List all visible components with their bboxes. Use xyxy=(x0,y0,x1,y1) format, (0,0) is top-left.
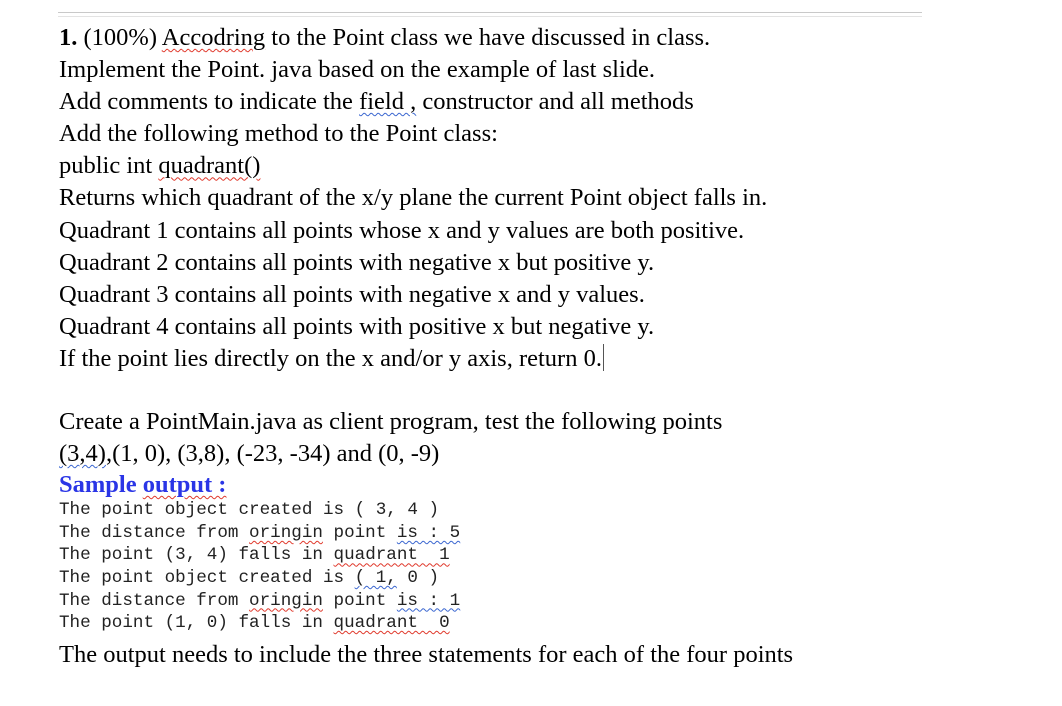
text-cursor xyxy=(603,344,604,371)
question-line-6: Returns which quadrant of the x/y plane the current Point object falls in. xyxy=(59,184,768,212)
output-row-4: The point object created is ( 1, 0 ) xyxy=(59,568,440,588)
question-line-11: If the point lies directly on the x and/or y axis, return 0. xyxy=(59,344,602,372)
misspelled-word[interactable]: output : xyxy=(142,471,227,499)
misspelled-word[interactable]: quadrant() xyxy=(158,152,261,180)
question-line-9: Quadrant 3 contains all points with negative x and y values. xyxy=(59,280,645,308)
grammar-flag[interactable]: field , xyxy=(359,88,417,116)
question-line-10: Quadrant 4 contains all points with positive x but negative y. xyxy=(59,312,655,340)
misspelled-word[interactable]: oringin xyxy=(249,590,323,611)
output-row-1: The point object created is ( 3, 4 ) xyxy=(59,500,440,521)
misspelled-word[interactable]: quadrant 1 xyxy=(333,545,450,566)
document-body xyxy=(59,22,1019,671)
question-weight: (100%) xyxy=(77,24,162,51)
sample-output-heading: Sample output : xyxy=(59,471,227,499)
question-line-8: Quadrant 2 contains all points with negative x but positive y. xyxy=(59,248,655,276)
question-line-4: Add the following method to the Point class: xyxy=(59,120,498,148)
output-row-5: The distance from oringin point is : 1 xyxy=(59,590,461,611)
question-number: 1. xyxy=(59,24,78,51)
grammar-flag[interactable]: (3,4) xyxy=(59,440,106,468)
question-line-5: public int quadrant() xyxy=(59,152,261,180)
misspelled-word[interactable]: oringin xyxy=(249,522,323,543)
grammar-flag[interactable]: ( 1, xyxy=(354,568,397,588)
client-line-1: Create a PointMain.java as client program, test the following points xyxy=(59,408,723,436)
output-row-3: The point (3, 4) falls in quadrant 1 xyxy=(59,545,450,566)
misspelled-word[interactable]: quadrant 0 xyxy=(333,613,450,634)
grammar-flag[interactable]: is : 5 xyxy=(396,522,461,543)
misspelled-word[interactable]: Accodring xyxy=(161,24,266,51)
output-row-2: The distance from oringin point is : 5 xyxy=(59,522,461,543)
question-line-1: 1. (100%) Accodring to the Point class we have discussed in class. xyxy=(59,24,711,51)
question-line-3: Add comments to indicate the field , constructor and all methods xyxy=(59,88,694,116)
question-line-2: Implement the Point. java based on the example of last slide. xyxy=(59,56,656,84)
footer-note: The output needs to include the three statements for each of the four points xyxy=(59,640,794,668)
top-rule xyxy=(58,12,922,17)
output-row-6: The point (1, 0) falls in quadrant 0 xyxy=(59,613,450,634)
client-line-2: (3,4),(1, 0), (3,8), (-23, -34) and (0, -9) xyxy=(59,440,440,468)
question-line-7: Quadrant 1 contains all points whose x and y values are both positive. xyxy=(59,216,745,244)
grammar-flag[interactable]: is : 1 xyxy=(396,590,461,611)
blank-line xyxy=(59,375,1019,406)
